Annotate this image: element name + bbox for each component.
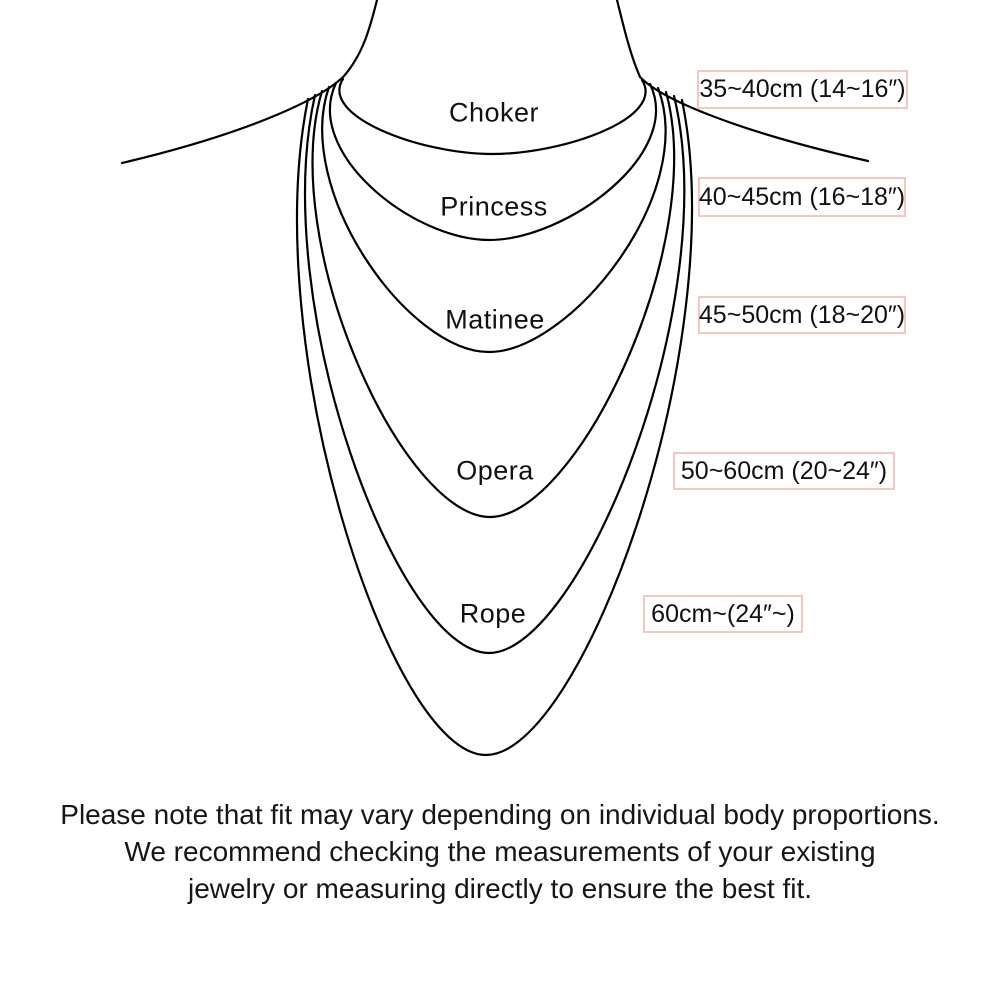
necklace-label-rope: Rope [459,598,527,629]
necklace-label-matinee: Matinee [445,304,545,335]
necklace-label-princess: Princess [440,191,548,222]
fit-disclaimer [0,796,1000,907]
size-badge-matinee: 45~50cm (18~20″) [698,296,906,334]
size-badge-princess: 40~45cm (16~18″) [698,177,906,217]
necklace-label-opera: Opera [456,455,534,486]
size-badge-rope: 60cm~(24″~) [643,595,803,633]
fit-disclaimer-line-1: Please note that fit may vary depending on individual body proportions. [60,799,940,830]
fit-disclaimer-line-3: jewelry or measuring directly to ensure the best fit. [187,873,813,904]
left-neck-shoulder-line [122,0,377,163]
size-badge-choker: 35~40cm (14~16″) [697,70,908,109]
size-badge-opera: 50~60cm (20~24″) [673,452,895,490]
fit-disclaimer-line-2: We recommend checking the measurements of your existing [124,836,876,867]
necklace-label-choker: Choker [448,97,540,128]
